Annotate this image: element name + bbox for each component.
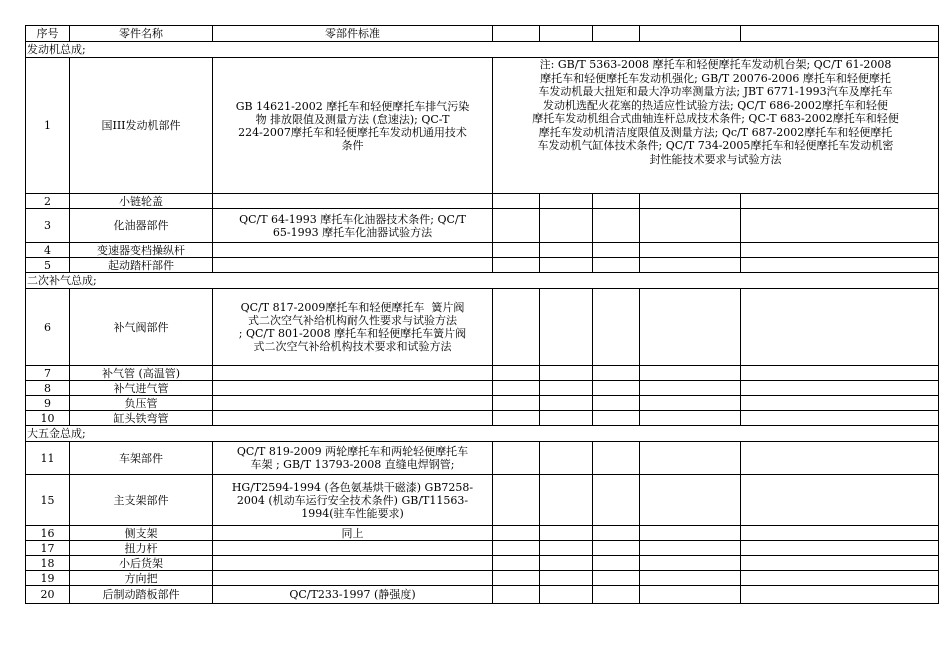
- part-name[interactable]: 化油器部件: [70, 209, 213, 243]
- row-number[interactable]: 5: [26, 258, 70, 273]
- empty-cell[interactable]: [593, 411, 640, 426]
- part-name[interactable]: 后制动踏板部件: [70, 586, 213, 604]
- row-number[interactable]: 8: [26, 381, 70, 396]
- standard-cell[interactable]: [213, 243, 493, 258]
- empty-cell[interactable]: [640, 258, 741, 273]
- standard-cell[interactable]: GB 14621-2002 摩托车和轻便摩托车排气污染 物 排放限值及测量方法 (怠速法); QC-T 224-2007摩托车和轻便摩托车发动机通用技术 条件: [213, 58, 493, 194]
- table-row: [26, 586, 939, 604]
- empty-cell[interactable]: [540, 243, 593, 258]
- empty-cell[interactable]: [741, 475, 939, 526]
- empty-cell[interactable]: [593, 209, 640, 243]
- empty-cell[interactable]: [493, 442, 540, 475]
- part-name[interactable]: 负压管: [70, 396, 213, 411]
- section-row: [26, 273, 939, 289]
- header-no[interactable]: 序号: [26, 26, 70, 42]
- row-number[interactable]: 10: [26, 411, 70, 426]
- empty-cell[interactable]: [640, 209, 741, 243]
- empty-cell[interactable]: [640, 366, 741, 381]
- part-name[interactable]: 主支架部件: [70, 475, 213, 526]
- table-row: [26, 411, 939, 426]
- empty-cell[interactable]: [741, 411, 939, 426]
- empty-cell[interactable]: [540, 381, 593, 396]
- table-row: [26, 194, 939, 209]
- empty-cell[interactable]: [493, 541, 540, 556]
- standard-cell[interactable]: [213, 381, 493, 396]
- empty-cell[interactable]: [640, 381, 741, 396]
- empty-cell[interactable]: [593, 442, 640, 475]
- empty-cell[interactable]: [741, 243, 939, 258]
- part-name[interactable]: 补气阀部件: [70, 289, 213, 366]
- part-name[interactable]: 起动踏杆部件: [70, 258, 213, 273]
- empty-cell[interactable]: [540, 526, 593, 541]
- standard-cell[interactable]: [213, 396, 493, 411]
- part-name[interactable]: 方向把: [70, 571, 213, 586]
- empty-cell[interactable]: [741, 556, 939, 571]
- empty-cell[interactable]: [741, 571, 939, 586]
- row-number[interactable]: 7: [26, 366, 70, 381]
- row-number[interactable]: 4: [26, 243, 70, 258]
- empty-cell[interactable]: [540, 289, 593, 366]
- empty-cell[interactable]: [540, 541, 593, 556]
- empty-cell[interactable]: [540, 194, 593, 209]
- empty-cell[interactable]: [593, 541, 640, 556]
- empty-cell[interactable]: [493, 571, 540, 586]
- empty-cell[interactable]: [593, 381, 640, 396]
- row-number[interactable]: 1: [26, 58, 70, 194]
- table-row: [26, 58, 939, 194]
- table-row: [26, 209, 939, 243]
- empty-cell[interactable]: [593, 556, 640, 571]
- table-row: [26, 442, 939, 475]
- standard-cell[interactable]: [213, 194, 493, 209]
- standard-cell[interactable]: QC/T233-1997 (静强度): [213, 586, 493, 604]
- table-row: [26, 396, 939, 411]
- empty-cell[interactable]: [640, 475, 741, 526]
- parts-standard-table: [25, 25, 939, 604]
- empty-cell[interactable]: [593, 396, 640, 411]
- empty-cell[interactable]: [593, 289, 640, 366]
- section-title[interactable]: 大五金总成;: [26, 426, 939, 442]
- empty-cell[interactable]: [741, 366, 939, 381]
- empty-cell[interactable]: [741, 541, 939, 556]
- empty-cell[interactable]: [593, 475, 640, 526]
- empty-cell[interactable]: [741, 526, 939, 541]
- section-title[interactable]: 二次补气总成;: [26, 273, 939, 289]
- empty-cell[interactable]: [640, 556, 741, 571]
- table-row: [26, 366, 939, 381]
- empty-cell[interactable]: [540, 396, 593, 411]
- empty-cell[interactable]: [493, 209, 540, 243]
- part-name[interactable]: 补气管 (高温管): [70, 366, 213, 381]
- row-number[interactable]: 16: [26, 526, 70, 541]
- empty-cell[interactable]: [741, 586, 939, 604]
- table-row: [26, 526, 939, 541]
- table-row: [26, 381, 939, 396]
- empty-cell[interactable]: [540, 258, 593, 273]
- header-standard[interactable]: 零部件标准: [213, 26, 493, 42]
- empty-cell[interactable]: [741, 381, 939, 396]
- standard-cell[interactable]: [213, 541, 493, 556]
- row-number[interactable]: 18: [26, 556, 70, 571]
- table-row: [26, 243, 939, 258]
- empty-cell[interactable]: [640, 411, 741, 426]
- empty-cell[interactable]: [640, 289, 741, 366]
- note-cell[interactable]: 注: GB/T 5363-2008 摩托车和轻便摩托车发动机台架; QC/T 61-2008 摩托车和轻便摩托车发动机强化; GB/T 20076-2006 摩托车和轻便摩托 车发动机最大扭矩和最大净功率测量方法; JBT 6771-1993汽车及摩托车 发动机选配火花塞的热适应性试验方法; QC/T 686-2002摩托车和轻便 摩托车发动机组合式曲轴连杆总成技术条件; QC-T 683-2002摩托车和轻便 摩托车发动机清洁度限值及测量方法; Qc/T 687-2002摩托车和轻便摩托 车发动机气缸体技术条件; QC/T 734-2005摩托车和轻便摩托车发动机密 封性能技术要求与试验方法: [493, 58, 939, 194]
- row-number[interactable]: 9: [26, 396, 70, 411]
- header-blank-cell[interactable]: [540, 26, 593, 42]
- standard-cell[interactable]: [213, 366, 493, 381]
- row-number[interactable]: 20: [26, 586, 70, 604]
- header-blank-cell[interactable]: [593, 26, 640, 42]
- standard-cell[interactable]: QC/T 819-2009 两轮摩托车和两轮轻便摩托车 车架 ; GB/T 13793-2008 直缝电焊钢管;: [213, 442, 493, 475]
- empty-cell[interactable]: [593, 258, 640, 273]
- empty-cell[interactable]: [493, 243, 540, 258]
- empty-cell[interactable]: [593, 243, 640, 258]
- empty-cell[interactable]: [593, 366, 640, 381]
- empty-cell[interactable]: [540, 442, 593, 475]
- standard-cell[interactable]: 同上: [213, 526, 493, 541]
- row-number[interactable]: 3: [26, 209, 70, 243]
- empty-cell[interactable]: [493, 475, 540, 526]
- empty-cell[interactable]: [741, 442, 939, 475]
- standard-cell[interactable]: [213, 411, 493, 426]
- section-row: [26, 426, 939, 442]
- header-blank-cell[interactable]: [640, 26, 741, 42]
- empty-cell[interactable]: [593, 571, 640, 586]
- part-name[interactable]: 车架部件: [70, 442, 213, 475]
- empty-cell[interactable]: [593, 586, 640, 604]
- empty-cell[interactable]: [640, 442, 741, 475]
- empty-cell[interactable]: [640, 541, 741, 556]
- empty-cell[interactable]: [593, 194, 640, 209]
- standard-cell[interactable]: [213, 258, 493, 273]
- part-name[interactable]: 小后货架: [70, 556, 213, 571]
- empty-cell[interactable]: [540, 556, 593, 571]
- table-row: [26, 475, 939, 526]
- empty-cell[interactable]: [540, 411, 593, 426]
- spreadsheet: [25, 25, 939, 604]
- table-row: [26, 258, 939, 273]
- part-name[interactable]: 小链轮盖: [70, 194, 213, 209]
- empty-cell[interactable]: [640, 586, 741, 604]
- standard-cell[interactable]: [213, 556, 493, 571]
- empty-cell[interactable]: [540, 571, 593, 586]
- row-number[interactable]: 11: [26, 442, 70, 475]
- row-number[interactable]: 19: [26, 571, 70, 586]
- row-number[interactable]: 2: [26, 194, 70, 209]
- empty-cell[interactable]: [640, 571, 741, 586]
- empty-cell[interactable]: [640, 243, 741, 258]
- empty-cell[interactable]: [493, 526, 540, 541]
- header-blank-cell[interactable]: [493, 26, 540, 42]
- empty-cell[interactable]: [493, 411, 540, 426]
- part-name[interactable]: 扭力杆: [70, 541, 213, 556]
- part-name[interactable]: 缸头铁弯管: [70, 411, 213, 426]
- table-row: [26, 289, 939, 366]
- empty-cell[interactable]: [640, 526, 741, 541]
- header-row: [26, 26, 939, 42]
- empty-cell[interactable]: [493, 556, 540, 571]
- empty-cell[interactable]: [540, 586, 593, 604]
- empty-cell[interactable]: [493, 396, 540, 411]
- row-number[interactable]: 15: [26, 475, 70, 526]
- empty-cell[interactable]: [540, 366, 593, 381]
- standard-cell[interactable]: [213, 571, 493, 586]
- empty-cell[interactable]: [493, 258, 540, 273]
- standard-cell[interactable]: QC/T 817-2009摩托车和轻便摩托车 簧片阀 式二次空气补给机构耐久性要求与试验方法 ; QC/T 801-2008 摩托车和轻便摩托车簧片阀 式二次空气补给机构技术要求和试验方法: [213, 289, 493, 366]
- standard-cell[interactable]: HG/T2594-1994 (各色氨基烘干磁漆) GB7258- 2004 (机动车运行安全技术条件) GB/T11563- 1994(驻车性能要求): [213, 475, 493, 526]
- empty-cell[interactable]: [593, 526, 640, 541]
- empty-cell[interactable]: [640, 396, 741, 411]
- empty-cell[interactable]: [741, 396, 939, 411]
- empty-cell[interactable]: [540, 209, 593, 243]
- section-row: [26, 42, 939, 58]
- empty-cell[interactable]: [493, 289, 540, 366]
- empty-cell[interactable]: [493, 381, 540, 396]
- empty-cell[interactable]: [741, 209, 939, 243]
- part-name[interactable]: 侧支架: [70, 526, 213, 541]
- empty-cell[interactable]: [741, 194, 939, 209]
- empty-cell[interactable]: [493, 366, 540, 381]
- empty-cell[interactable]: [741, 289, 939, 366]
- row-number[interactable]: 17: [26, 541, 70, 556]
- empty-cell[interactable]: [493, 586, 540, 604]
- empty-cell[interactable]: [540, 475, 593, 526]
- table-row: [26, 571, 939, 586]
- header-blank-cell[interactable]: [741, 26, 939, 42]
- standard-cell[interactable]: QC/T 64-1993 摩托车化油器技术条件; QC/T 65-1993 摩托车化油器试验方法: [213, 209, 493, 243]
- empty-cell[interactable]: [493, 194, 540, 209]
- header-part-name[interactable]: 零件名称: [70, 26, 213, 42]
- empty-cell[interactable]: [741, 258, 939, 273]
- row-number[interactable]: 6: [26, 289, 70, 366]
- table-row: [26, 556, 939, 571]
- table-row: [26, 541, 939, 556]
- part-name[interactable]: 补气进气管: [70, 381, 213, 396]
- part-name[interactable]: 国III发动机部件: [70, 58, 213, 194]
- empty-cell[interactable]: [640, 194, 741, 209]
- section-title[interactable]: 发动机总成;: [26, 42, 939, 58]
- part-name[interactable]: 变速器变档操纵杆: [70, 243, 213, 258]
